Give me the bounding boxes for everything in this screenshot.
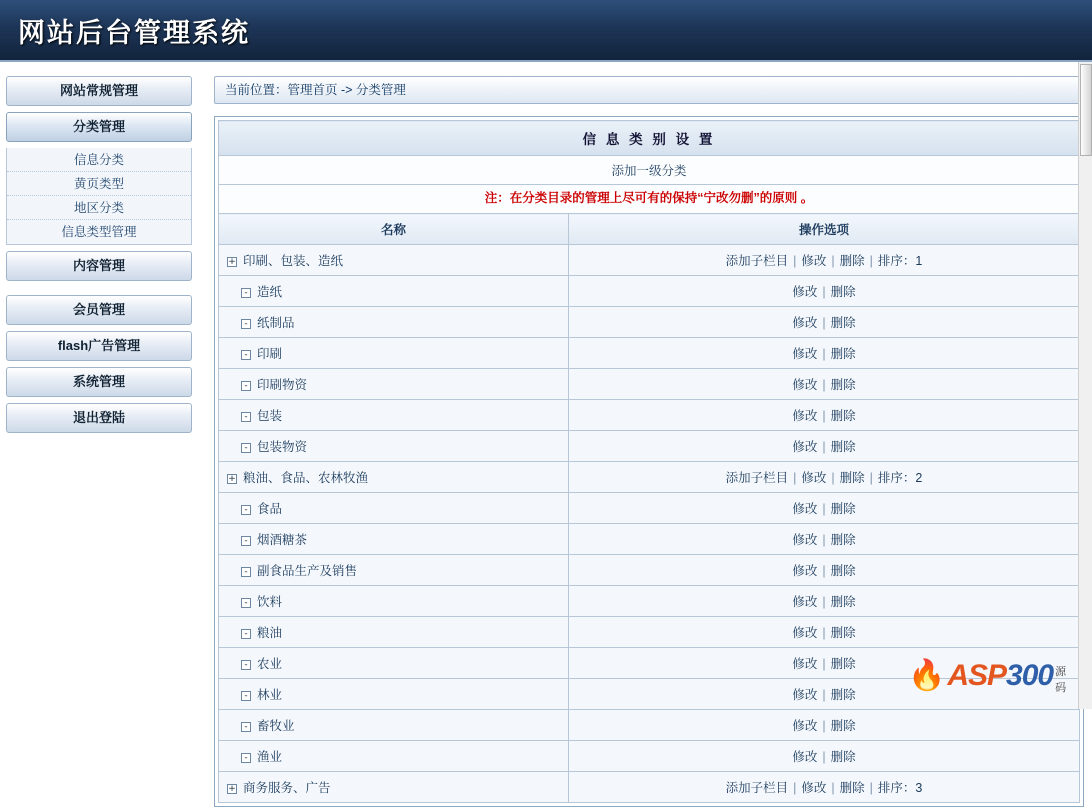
sidebar bbox=[6, 76, 192, 439]
edit-link[interactable]: 修改 bbox=[801, 781, 827, 795]
edit-link[interactable]: 修改 bbox=[792, 533, 818, 547]
add-subcategory-link[interactable]: 添加子栏目 bbox=[725, 254, 789, 268]
watermark-brand: ASP300 bbox=[947, 659, 1054, 692]
table-row bbox=[219, 710, 1080, 741]
edit-link[interactable]: 修改 bbox=[792, 347, 818, 361]
operations-cell bbox=[569, 307, 1080, 338]
edit-link[interactable]: 修改 bbox=[792, 440, 818, 454]
separator: | bbox=[822, 750, 826, 764]
separator: | bbox=[822, 502, 826, 516]
sidebar-group-member bbox=[6, 295, 192, 433]
separator: | bbox=[822, 595, 826, 609]
table-row bbox=[219, 307, 1080, 338]
add-top-level-link[interactable]: 添加一级分类 bbox=[611, 164, 687, 178]
category-name: 畜牧业 bbox=[257, 719, 295, 733]
table-row bbox=[219, 741, 1080, 772]
category-name-cell bbox=[219, 400, 569, 431]
scrollbar-thumb[interactable] bbox=[1080, 64, 1092, 156]
category-name-cell bbox=[219, 462, 569, 493]
category-name-cell bbox=[219, 710, 569, 741]
page-scrollbar[interactable] bbox=[1078, 62, 1092, 709]
edit-link[interactable]: 修改 bbox=[801, 254, 827, 268]
operations-cell bbox=[569, 648, 1080, 679]
delete-link[interactable]: 删除 bbox=[830, 719, 856, 733]
separator: | bbox=[822, 533, 826, 547]
delete-link[interactable]: 删除 bbox=[839, 471, 865, 485]
delete-link[interactable]: 删除 bbox=[830, 626, 856, 640]
category-name-cell bbox=[219, 555, 569, 586]
separator: | bbox=[822, 564, 826, 578]
breadcrumb: 当前位置：管理首页 -> 分类管理 bbox=[214, 76, 1084, 104]
column-header-row bbox=[219, 214, 1080, 245]
table-row bbox=[219, 524, 1080, 555]
delete-link[interactable]: 删除 bbox=[830, 409, 856, 423]
sidebar-item-general[interactable]: 网站常规管理 bbox=[6, 76, 192, 106]
sidebar-item-logout[interactable]: 退出登陆 bbox=[6, 403, 192, 433]
expand-icon[interactable]: + bbox=[228, 473, 236, 484]
add-subcategory-link[interactable]: 添加子栏目 bbox=[725, 471, 789, 485]
sidebar-group-general bbox=[6, 76, 192, 106]
table-row bbox=[219, 462, 1080, 493]
edit-link[interactable]: 修改 bbox=[792, 626, 818, 640]
sidebar-subitem-info-category[interactable]: 信息分类 bbox=[7, 148, 191, 172]
sidebar-subitem-info-type-manage[interactable]: 信息类型管理 bbox=[7, 220, 191, 244]
edit-link[interactable]: 修改 bbox=[792, 502, 818, 516]
table-row bbox=[219, 338, 1080, 369]
edit-link[interactable]: 修改 bbox=[792, 409, 818, 423]
table-row bbox=[219, 617, 1080, 648]
delete-link[interactable]: 删除 bbox=[830, 502, 856, 516]
sidebar-item-member[interactable]: 会员管理 bbox=[6, 295, 192, 325]
category-name: 粮油、食品、农林牧渔 bbox=[243, 471, 369, 485]
category-name-cell bbox=[219, 493, 569, 524]
delete-link[interactable]: 删除 bbox=[830, 533, 856, 547]
separator: | bbox=[869, 254, 873, 268]
category-name-cell bbox=[219, 741, 569, 772]
collapse-icon[interactable]: - bbox=[241, 288, 251, 298]
category-name: 造纸 bbox=[257, 285, 283, 299]
separator: | bbox=[822, 688, 826, 702]
edit-link[interactable]: 修改 bbox=[792, 657, 818, 671]
delete-link[interactable]: 删除 bbox=[830, 688, 856, 702]
category-name: 饮料 bbox=[257, 595, 283, 609]
edit-link[interactable]: 修改 bbox=[792, 719, 818, 733]
table-row bbox=[219, 679, 1080, 710]
separator: | bbox=[793, 471, 797, 485]
page-body bbox=[0, 62, 1092, 807]
collapse-icon[interactable]: - bbox=[241, 350, 251, 360]
edit-link[interactable]: 修改 bbox=[792, 688, 818, 702]
collapse-icon[interactable]: - bbox=[241, 505, 251, 515]
delete-link[interactable]: 删除 bbox=[830, 440, 856, 454]
collapse-icon[interactable]: - bbox=[241, 412, 251, 422]
table-row bbox=[219, 276, 1080, 307]
expand-icon[interactable]: + bbox=[228, 783, 236, 794]
sidebar-subitem-region-category[interactable]: 地区分类 bbox=[7, 196, 191, 220]
category-name-cell bbox=[219, 772, 569, 803]
category-name: 农业 bbox=[257, 657, 283, 671]
category-name: 林业 bbox=[257, 688, 283, 702]
operations-cell bbox=[569, 772, 1080, 803]
collapse-icon[interactable]: - bbox=[241, 598, 251, 608]
collapse-icon[interactable]: - bbox=[241, 660, 251, 670]
delete-link[interactable]: 删除 bbox=[839, 254, 865, 268]
collapse-icon[interactable]: - bbox=[241, 536, 251, 546]
delete-link[interactable]: 删除 bbox=[830, 316, 856, 330]
category-name-cell bbox=[219, 431, 569, 462]
sort-order: 排序：2 bbox=[877, 471, 923, 485]
collapse-icon[interactable]: - bbox=[241, 319, 251, 329]
category-name: 商务服务、广告 bbox=[243, 781, 331, 795]
separator: | bbox=[822, 657, 826, 671]
separator: | bbox=[869, 781, 873, 795]
sidebar-item-category[interactable]: 分类管理 bbox=[6, 112, 192, 142]
panel-title: 信 息 类 别 设 置 bbox=[219, 121, 1080, 156]
add-subcategory-link[interactable]: 添加子栏目 bbox=[725, 781, 789, 795]
sort-order: 排序：3 bbox=[877, 781, 923, 795]
delete-link[interactable]: 删除 bbox=[830, 378, 856, 392]
sidebar-subitem-yellowpage-type[interactable]: 黄页类型 bbox=[7, 172, 191, 196]
separator: | bbox=[831, 254, 835, 268]
category-name-cell bbox=[219, 679, 569, 710]
category-table-body bbox=[219, 121, 1080, 245]
category-name: 包装 bbox=[257, 409, 283, 423]
table-row bbox=[219, 245, 1080, 276]
separator: | bbox=[831, 471, 835, 485]
table-row bbox=[219, 586, 1080, 617]
category-name-cell bbox=[219, 307, 569, 338]
sidebar-item-system[interactable]: 系统管理 bbox=[6, 367, 192, 397]
panel-title-row bbox=[219, 121, 1080, 156]
separator: | bbox=[793, 254, 797, 268]
collapse-icon[interactable]: - bbox=[241, 381, 251, 391]
operations-cell bbox=[569, 617, 1080, 648]
category-name: 纸制品 bbox=[257, 316, 295, 330]
add-top-level-row bbox=[219, 156, 1080, 185]
operations-cell bbox=[569, 338, 1080, 369]
separator: | bbox=[822, 347, 826, 361]
sort-order: 排序：1 bbox=[877, 254, 923, 268]
category-name-cell bbox=[219, 648, 569, 679]
separator: | bbox=[822, 440, 826, 454]
operations-cell bbox=[569, 710, 1080, 741]
operations-cell bbox=[569, 741, 1080, 772]
edit-link[interactable]: 修改 bbox=[792, 564, 818, 578]
sidebar-group-category bbox=[6, 112, 192, 281]
table-row bbox=[219, 555, 1080, 586]
category-name: 印刷 bbox=[257, 347, 283, 361]
note-row bbox=[219, 185, 1080, 214]
note-text: 注：在分类目录的管理上尽可有的保持“宁改勿删”的原则 。 bbox=[219, 185, 1080, 214]
sidebar-item-content[interactable]: 内容管理 bbox=[6, 251, 192, 281]
separator: | bbox=[822, 378, 826, 392]
separator: | bbox=[822, 626, 826, 640]
operations-cell bbox=[569, 555, 1080, 586]
edit-link[interactable]: 修改 bbox=[792, 285, 818, 299]
separator: | bbox=[822, 409, 826, 423]
operations-cell bbox=[569, 462, 1080, 493]
category-name-cell bbox=[219, 276, 569, 307]
delete-link[interactable]: 删除 bbox=[830, 657, 856, 671]
operations-cell bbox=[569, 679, 1080, 710]
category-name: 副食品生产及销售 bbox=[257, 564, 358, 578]
delete-link[interactable]: 删除 bbox=[830, 285, 856, 299]
category-rows bbox=[219, 245, 1080, 803]
category-name: 粮油 bbox=[257, 626, 283, 640]
operations-cell bbox=[569, 369, 1080, 400]
table-row bbox=[219, 369, 1080, 400]
category-panel bbox=[214, 116, 1084, 807]
separator: | bbox=[831, 781, 835, 795]
edit-link[interactable]: 修改 bbox=[792, 595, 818, 609]
table-row bbox=[219, 431, 1080, 462]
category-name-cell bbox=[219, 617, 569, 648]
category-table bbox=[218, 120, 1080, 803]
edit-link[interactable]: 修改 bbox=[792, 316, 818, 330]
operations-cell bbox=[569, 245, 1080, 276]
category-name: 印刷物资 bbox=[257, 378, 308, 392]
app-header bbox=[0, 0, 1092, 62]
collapse-icon[interactable]: - bbox=[241, 629, 251, 639]
table-row bbox=[219, 400, 1080, 431]
operations-cell bbox=[569, 493, 1080, 524]
delete-link[interactable]: 删除 bbox=[830, 347, 856, 361]
delete-link[interactable]: 删除 bbox=[839, 781, 865, 795]
watermark-suffix: 源码 bbox=[1055, 666, 1067, 694]
column-header-name: 名称 bbox=[219, 214, 569, 245]
collapse-icon[interactable]: - bbox=[241, 567, 251, 577]
category-name-cell bbox=[219, 245, 569, 276]
column-header-ops: 操作选项 bbox=[569, 214, 1080, 245]
category-name-cell bbox=[219, 369, 569, 400]
collapse-icon[interactable]: - bbox=[241, 691, 251, 701]
main-content bbox=[214, 76, 1084, 807]
table-row bbox=[219, 648, 1080, 679]
sidebar-spacer bbox=[6, 287, 192, 295]
app-title: 网站后台管理系统 bbox=[18, 17, 250, 48]
separator: | bbox=[793, 781, 797, 795]
sidebar-item-flash-ad[interactable]: flash广告管理 bbox=[6, 331, 192, 361]
flame-icon: 🔥 bbox=[908, 659, 946, 692]
sidebar-submenu-category bbox=[6, 148, 192, 245]
table-row bbox=[219, 493, 1080, 524]
separator: | bbox=[822, 316, 826, 330]
collapse-icon[interactable]: - bbox=[241, 722, 251, 732]
category-name-cell bbox=[219, 586, 569, 617]
delete-link[interactable]: 删除 bbox=[830, 564, 856, 578]
collapse-icon[interactable]: - bbox=[241, 753, 251, 763]
category-name: 印刷、包装、造纸 bbox=[243, 254, 344, 268]
category-name: 渔业 bbox=[257, 750, 283, 764]
separator: | bbox=[869, 471, 873, 485]
operations-cell bbox=[569, 276, 1080, 307]
delete-link[interactable]: 删除 bbox=[830, 595, 856, 609]
category-name-cell bbox=[219, 338, 569, 369]
category-name: 包装物资 bbox=[257, 440, 308, 454]
operations-cell bbox=[569, 431, 1080, 462]
delete-link[interactable]: 删除 bbox=[830, 750, 856, 764]
category-name: 食品 bbox=[257, 502, 283, 516]
operations-cell bbox=[569, 586, 1080, 617]
separator: | bbox=[822, 719, 826, 733]
add-top-level-cell bbox=[219, 156, 1080, 185]
expand-icon[interactable]: + bbox=[228, 256, 236, 267]
separator: | bbox=[822, 285, 826, 299]
category-name-cell bbox=[219, 524, 569, 555]
operations-cell bbox=[569, 524, 1080, 555]
operations-cell bbox=[569, 400, 1080, 431]
collapse-icon[interactable]: - bbox=[241, 443, 251, 453]
edit-link[interactable]: 修改 bbox=[792, 750, 818, 764]
edit-link[interactable]: 修改 bbox=[801, 471, 827, 485]
edit-link[interactable]: 修改 bbox=[792, 378, 818, 392]
table-row bbox=[219, 772, 1080, 803]
category-name: 烟酒糖茶 bbox=[257, 533, 308, 547]
